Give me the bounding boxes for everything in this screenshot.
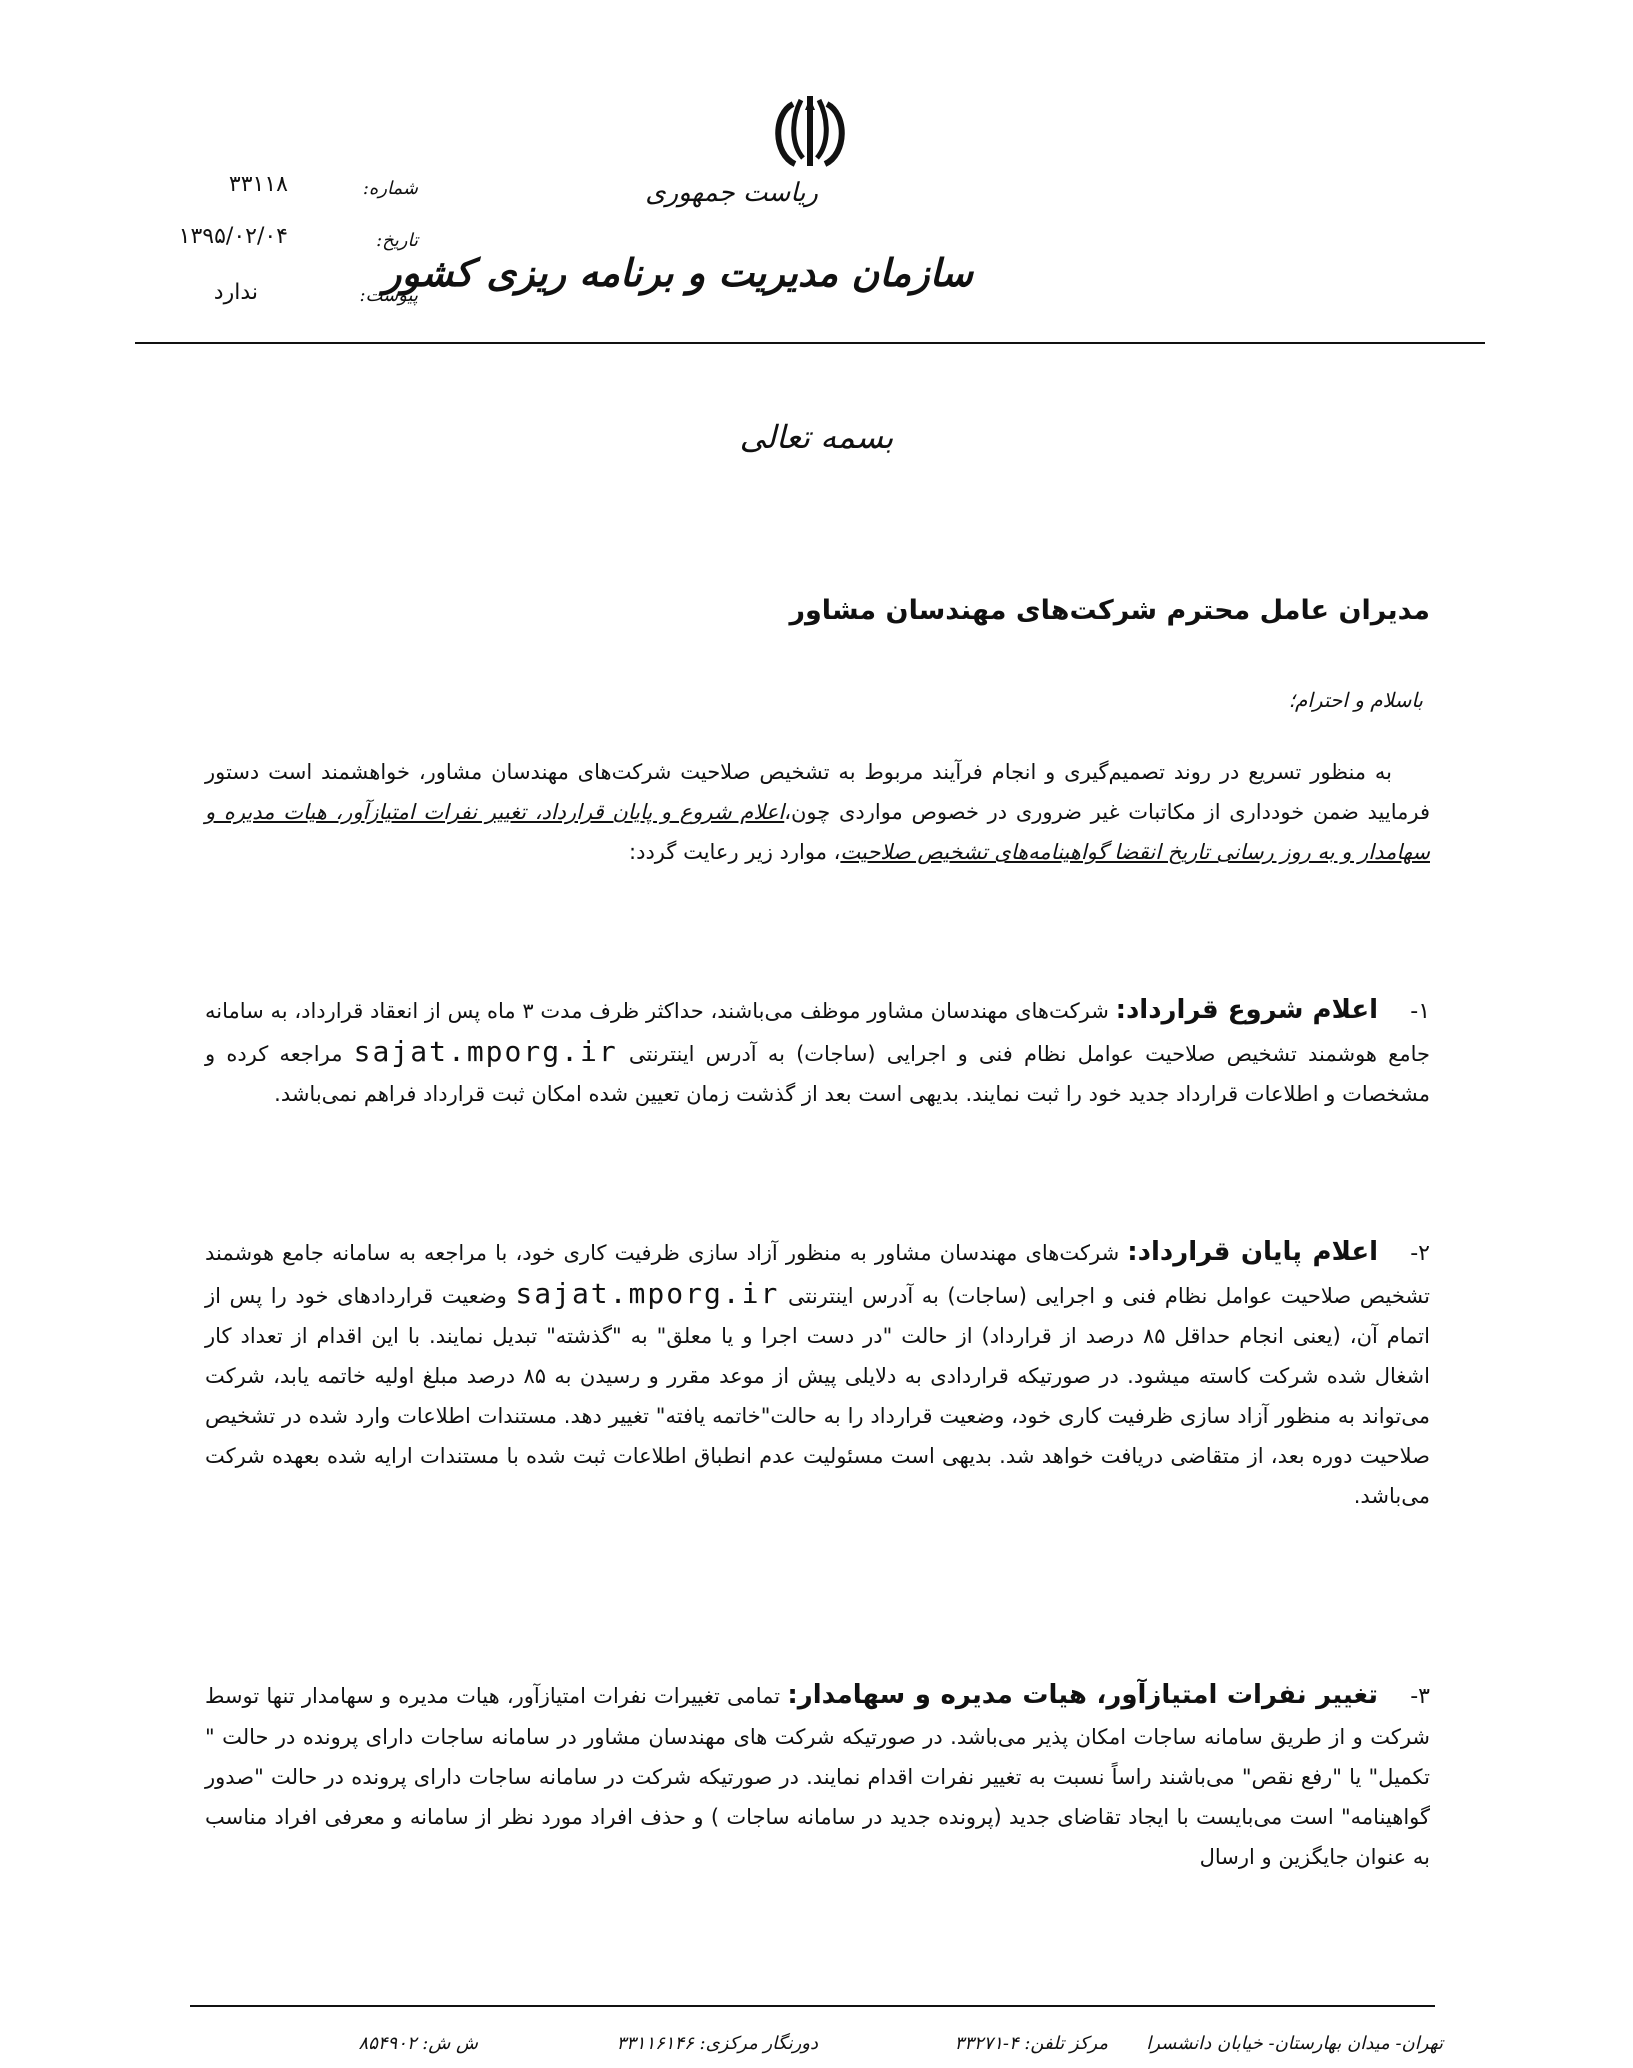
- date-value: ۱۳۹۵/۰۲/۰۴: [178, 224, 288, 249]
- item-text: تمامی تغییرات نفرات امتیازآور، هیات مدیره و سهامدار تنها توسط شرکت و از طریق سامانه ساجات امکان پذیر می‌باشد. در صورتیکه شرکت های مهندسان مشاور در سامانه ساجات دارای پرونده در حالت " تکمیل" یا "رفع نقص" می‌باشند راساً نسبت به تغییر نفرات اقدام نمایند. در صورتیکه شرکت در سامانه ساجات دارای پرونده در حالت "صدور گواهینامه" است می‌بایست با ایجاد تقاضای جدید (پرونده جدید در سامانه ساجات ) و حذف افراد مورد نظر از سامانه و معرفی افراد مناسب به عنوان جایگزین و ارسال: [205, 1684, 1430, 1869]
- item-text-continued: مراجعه کرده و مشخصات و اطلاعات قرارداد جدید خود را ثبت نمایند. بدیهی است بعد از گذشت زمان تعیین شده امکان ثبت قرارداد فراهم نمی‌باشد.: [205, 1042, 1430, 1106]
- iran-emblem-icon: [755, 92, 865, 182]
- item-text: شرکت‌های مهندسان مشاور موظف می‌باشند، حداکثر ظرف مدت ۳ ماه پس از انعقاد قرارداد، به سامانه جامع هوشمند تشخیص صلاحیت عوامل نظام فنی و اجرایی (ساجات) به آدرس اینترنتی: [205, 999, 1430, 1066]
- footer-postal: ش ش: ۸۵۴۹۰۲: [358, 2033, 478, 2054]
- footer-address: تهران- میدان بهارستان- خیابان دانشسرا: [1146, 2033, 1443, 2054]
- number-value: ۳۳۱۱۸: [228, 172, 288, 197]
- header-divider: [135, 342, 1485, 344]
- footer-fax: دورنگار مرکزی: ۳۳۱۱۶۱۴۶: [616, 2033, 818, 2054]
- item-heading: اعلام پایان قرارداد:: [1127, 1237, 1378, 1267]
- intro-text-1: به منظور تسریع در روند تصمیم‌گیری و انجام فرآیند مربوط به تشخیص صلاحیت شرکت‌های مهندسان مشاور، خواهشمند است دستور فرمایید ضمن خودداری از مکاتبات غیر ضروری در خصوص مواردی چون،: [205, 760, 1431, 824]
- org-line-1: ریاست جمهوری: [645, 178, 818, 208]
- attachment-label: پیوست:: [359, 285, 418, 306]
- item-number: ۲-: [1410, 1241, 1430, 1266]
- item-personnel-change: [205, 1675, 1430, 1877]
- footer-phone: مرکز تلفن: ۴-۳۳۲۷۱: [954, 2033, 1108, 2054]
- item-heading: تغییر نفرات امتیازآور، هیات مدیره و سهامدار:: [787, 1680, 1378, 1710]
- attachment-value: ندارد: [213, 280, 258, 305]
- greeting: باسلام و احترام؛: [1288, 688, 1423, 712]
- bismillah: بسمه تعالی: [739, 418, 894, 456]
- sajat-url-link[interactable]: sajat.mporg.ir: [353, 1035, 618, 1068]
- footer-divider: [190, 2005, 1435, 2007]
- intro-underlined-text: اعلام شروع و پایان قرارداد، تغییر نفرات امتیازآور، هیات مدیره و سهامدار و به روز رسانی تاریخ انقضا گواهینامه‌های تشخیص صلاحیت: [205, 800, 1430, 864]
- item-contract-end: [205, 1232, 1430, 1516]
- addressee: مدیران عامل محترم شرکت‌های مهندسان مشاور: [789, 595, 1430, 626]
- item-text-continued: وضعیت قراردادهای خود را پس از اتمام آن، (یعنی انجام حداقل ۸۵ درصد از قرارداد) از حالت "در دست اجرا و یا معلق" به "گذشته" تبدیل نمایند. با این اقدام از تعداد کار اشغال شده شرکت کاسته میشود. در صورتیکه قراردادی به دلایلی پیش از موعد مقرر و رسیدن به ۸۵ درصد مبلغ اولیه خاتمه یابد، شرکت می‌تواند به منظور آزاد سازی ظرفیت کاری خود، وضعیت قرارداد را به حالت"خاتمه یافته" تغییر دهد. مستندات اطلاعات وارد شده در تشخیص صلاحیت دوره بعد، از متقاضی دریافت خواهد شد. بدیهی است مسئولیت عدم انطباق اطلاعات ثبت شده با مستندات ارایه شده بعهده شرکت می‌باشد.: [205, 1284, 1430, 1508]
- number-label: شماره:: [362, 178, 418, 199]
- org-line-2: سازمان مدیریت و برنامه ریزی کشور: [383, 250, 973, 295]
- item-number: ۱-: [1410, 999, 1431, 1024]
- item-text: شرکت‌های مهندسان مشاور به منظور آزاد سازی ظرفیت کاری خود، با مراجعه به سامانه جامع هوشمند تشخیص صلاحیت عوامل نظام فنی و اجرایی (ساجات) به آدرس اینترنتی: [205, 1241, 1430, 1308]
- item-heading: اعلام شروع قرارداد:: [1115, 995, 1379, 1025]
- intro-text-2: ، موارد زیر رعایت گردد:: [629, 840, 841, 864]
- date-label: تاریخ:: [376, 230, 418, 251]
- item-contract-start: [205, 990, 1430, 1114]
- sajat-url-link[interactable]: sajat.mporg.ir: [515, 1277, 780, 1310]
- intro-paragraph: [205, 752, 1430, 872]
- item-number: ۳-: [1410, 1684, 1430, 1709]
